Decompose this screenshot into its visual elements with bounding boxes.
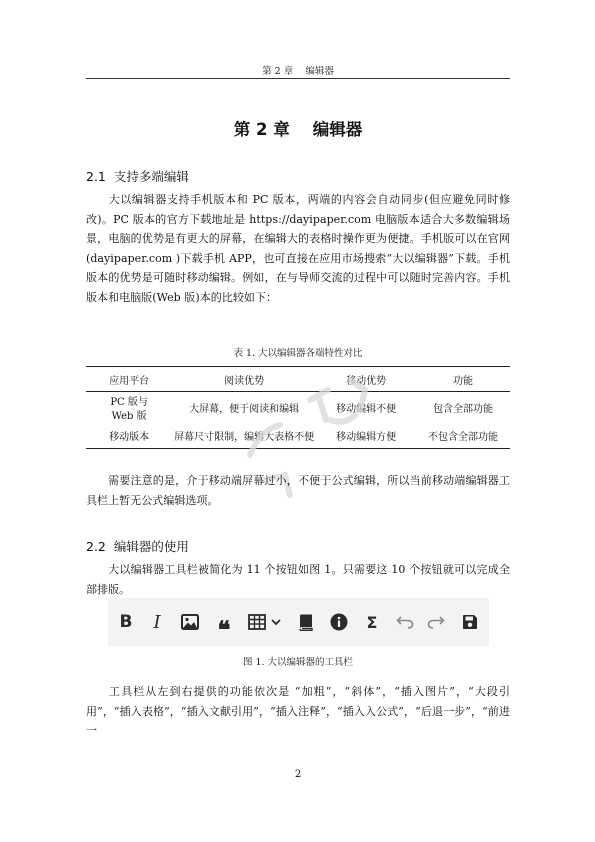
- running-head: 第 2 章 编辑器: [262, 66, 334, 77]
- insert-reference-button[interactable]: [294, 610, 318, 634]
- note-paragraph: [86, 471, 510, 510]
- chapter-title: 第 2 章 编辑器: [233, 120, 363, 139]
- redo-button[interactable]: [424, 610, 448, 634]
- insert-image-button[interactable]: [178, 610, 202, 634]
- table-cell: 包含全部功能: [433, 404, 493, 415]
- table-header-cell: 阅读优势: [172, 367, 316, 392]
- insert-note-button[interactable]: [327, 610, 351, 634]
- undo-icon: [396, 615, 414, 629]
- bold-button[interactable]: [114, 610, 138, 634]
- table-caption: 表 1. 大以编辑器各端特性对比: [233, 348, 363, 359]
- table-header-cell: 移动优势: [316, 367, 416, 392]
- quote-icon: ❝: [217, 615, 231, 644]
- section-2-1-text: 大以编辑器支持手机版本和 PC 版本，两端的内容会自动同步(但应避免同时修改)。PC 版本的官方下载地址是 https://dayipaper.com 电脑版本适合大多数编辑场景，电脑的优势是有更大的屏幕，在编辑大的表格时操作更为便捷。手机版可以在官网(dayipaper.com )下载手机 APP，也可直接在应用市场搜索“大以编辑器”下载。手机版本的优势是可随时移动编辑。例如，在与导师交流的过程中可以随时完善内容。手机版本和电脑版(Web 版)本的比较如下：: [86, 193, 510, 304]
- table-row: [86, 428, 510, 449]
- figure-caption: 图 1. 大以编辑器的工具栏: [242, 657, 354, 668]
- info-icon: [330, 613, 348, 631]
- image-icon: [181, 614, 199, 630]
- redo-icon: [427, 615, 445, 629]
- save-button[interactable]: [458, 610, 482, 634]
- sigma-icon: Σ: [366, 612, 378, 632]
- table-cell: 屏幕尺寸限制，编辑大表格不便: [172, 428, 316, 449]
- table-row: [86, 392, 510, 429]
- bold-icon: B: [119, 612, 133, 632]
- book-icon: [299, 614, 313, 631]
- table-cell: PC 版与 Web 版: [110, 397, 148, 422]
- table-cell: 移动编辑方便: [316, 428, 416, 449]
- italic-icon: I: [153, 611, 161, 633]
- page-number: 2: [294, 769, 302, 780]
- table-cell: 不包含全部功能: [416, 428, 510, 449]
- header-rule: [86, 78, 510, 79]
- save-icon: [462, 614, 478, 630]
- table-cell: 移动版本: [86, 428, 172, 449]
- table-cell: 移动编辑不便: [336, 404, 397, 415]
- comparison-table: [86, 366, 510, 449]
- insert-formula-button[interactable]: [360, 610, 384, 634]
- table-header-cell: 功能: [416, 367, 510, 392]
- section-2-2-paragraph: [86, 560, 510, 599]
- section-2-2-text: 大以编辑器工具栏被简化为 11 个按钮如图 1。只需要这 10 个按钮就可以完成全部排版。: [86, 563, 510, 596]
- table-header-row: [86, 367, 510, 392]
- italic-button[interactable]: [145, 610, 169, 634]
- final-paragraph: [86, 682, 510, 741]
- insert-table-button[interactable]: [246, 610, 284, 634]
- section-title-2-2: 2.2 编辑器的使用: [86, 539, 189, 554]
- table-icon: [248, 614, 282, 630]
- editor-toolbar: [108, 598, 489, 646]
- block-quote-button[interactable]: [212, 610, 236, 642]
- section-title-2-1: 2.1 支持多端编辑: [86, 169, 189, 184]
- table-cell: 大屏幕，便于阅读和编辑: [189, 404, 300, 415]
- note-text: 需要注意的是，介于移动端屏幕过小，不便于公式编辑，所以当前移动端编辑器工具栏上暂无公式编辑选项。: [86, 474, 510, 507]
- undo-button[interactable]: [393, 610, 417, 634]
- final-text: 工具栏从左到右提供的功能依次是 “加粗”，“斜体”，“插入图片”，“大段引用”，“插入表格”，“插入文献引用”，“插入注释”，“插入入公式”，“后退一步”，“前进一: [86, 685, 510, 738]
- section-2-1-paragraph: [86, 190, 510, 308]
- table-header-cell: 应用平台: [86, 367, 172, 392]
